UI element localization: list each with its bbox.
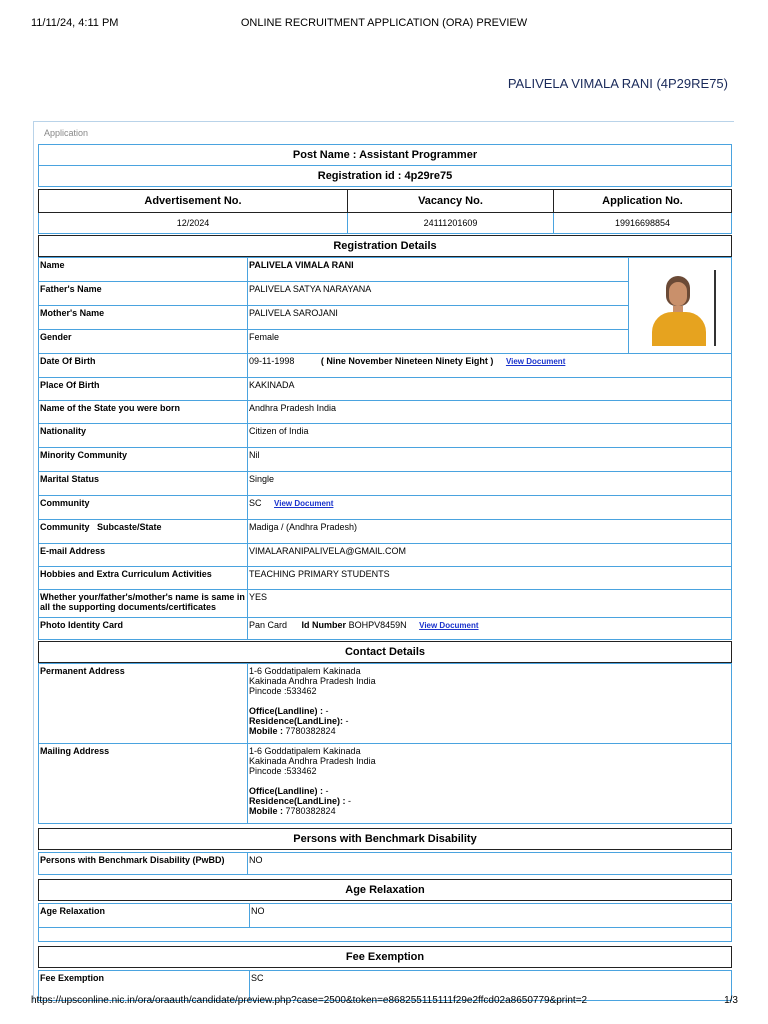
footer-page-number: 1/3 — [724, 995, 738, 1006]
photo-id-number: BOHPV8459N — [348, 620, 407, 630]
permanent-pincode: Pincode :533462 — [249, 686, 317, 696]
registration-details-title: Registration Details — [39, 236, 732, 257]
contact-details-title: Contact Details — [39, 642, 732, 663]
email-label: E-mail Address — [39, 544, 248, 567]
fee-exemption-label: Fee Exemption — [39, 971, 250, 1001]
print-datetime: 11/11/24, 4:11 PM — [31, 17, 119, 29]
pob-label: Place Of Birth — [39, 378, 248, 401]
advertisement-table — [38, 189, 732, 234]
community-label: Community — [39, 496, 248, 520]
permanent-mobile-label: Mobile : — [249, 726, 283, 736]
community-cell — [248, 496, 732, 520]
photo-id-cell — [248, 618, 732, 640]
dob-view-document-link[interactable]: View Document — [505, 357, 566, 366]
same-name-value: YES — [248, 590, 732, 618]
contact-details-table — [38, 663, 732, 824]
minority-value: Nil — [248, 448, 732, 472]
permanent-mobile-value: 7780382824 — [285, 726, 336, 736]
pob-value: KAKINADA — [248, 378, 732, 401]
nationality-label: Nationality — [39, 424, 248, 448]
hobbies-label: Hobbies and Extra Curriculum Activities — [39, 567, 248, 590]
post-table — [38, 144, 732, 187]
mailing-pincode: Pincode :533462 — [249, 766, 317, 776]
photo-id-type: Pan Card — [249, 620, 288, 630]
mailing-office-label: Office(Landline) : — [249, 786, 323, 796]
permanent-address-line1: 1-6 Goddatipalem Kakinada — [249, 666, 361, 676]
mailing-residence-label: Residence(LandLine) : — [249, 796, 346, 806]
application-container — [33, 121, 734, 1002]
footer-url: https://upsconline.nic.in/ora/oraauth/candidate/preview.php?case=2500&token=e868255115111f29e2ffcd02a8650779&print=2 — [31, 995, 588, 1006]
marital-label: Marital Status — [39, 472, 248, 496]
mother-label: Mother's Name — [39, 306, 248, 330]
age-relaxation-label: Age Relaxation — [39, 904, 250, 928]
mailing-address-cell — [248, 744, 732, 824]
age-relaxation-table — [38, 903, 732, 942]
permanent-address-line2: Kakinada Andhra Pradesh India — [249, 676, 376, 686]
pwbd-table — [38, 852, 732, 875]
mailing-mobile-label: Mobile : — [249, 806, 283, 816]
hobbies-value: TEACHING PRIMARY STUDENTS — [248, 567, 732, 590]
registration-title-table — [38, 235, 732, 257]
vacancy-no-value: 24111201609 — [348, 213, 554, 234]
registration-details-table — [38, 257, 732, 640]
permanent-address-cell — [248, 664, 732, 744]
subcaste-value: Madiga / (Andhra Pradesh) — [248, 520, 732, 544]
mailing-residence-value: - — [348, 796, 352, 806]
pwbd-title: Persons with Benchmark Disability — [39, 829, 732, 850]
gender-value: Female — [248, 330, 629, 354]
fee-exemption-title-table — [38, 946, 732, 968]
gender-label: Gender — [39, 330, 248, 354]
candidate-name-header: PALIVELA VIMALA RANI (4P29RE75) — [507, 76, 728, 91]
dob-label: Date Of Birth — [39, 354, 248, 378]
fee-exemption-value: SC — [250, 971, 732, 1001]
marital-value: Single — [248, 472, 732, 496]
photo-id-number-label: Id Number — [301, 620, 347, 630]
pwbd-value: NO — [248, 853, 732, 875]
pwbd-label: Persons with Benchmark Disability (PwBD) — [39, 853, 248, 875]
permanent-residence-value: - — [345, 716, 349, 726]
dob-value: 09-11-1998 — [249, 356, 295, 366]
email-value: VIMALARANIPALIVELA@GMAIL.COM — [248, 544, 732, 567]
fee-exemption-title: Fee Exemption — [39, 947, 732, 968]
father-label: Father's Name — [39, 282, 248, 306]
photo-id-view-document-link[interactable]: View Document — [419, 621, 479, 630]
subcaste-label: Community Subcaste/State — [39, 520, 248, 544]
permanent-office-value: - — [325, 706, 329, 716]
mother-value: PALIVELA SAROJANI — [248, 306, 629, 330]
name-value: PALIVELA VIMALA RANI — [248, 258, 629, 282]
mailing-mobile-value: 7780382824 — [285, 806, 336, 816]
community-view-document-link[interactable]: View Document — [274, 499, 334, 508]
application-no-value: 19916698854 — [554, 213, 732, 234]
mailing-office-value: - — [325, 786, 329, 796]
nationality-value: Citizen of India — [248, 424, 732, 448]
application-label: Application — [44, 128, 89, 138]
community-value: SC — [249, 498, 262, 508]
permanent-address-label: Permanent Address — [39, 664, 248, 744]
contact-title-table — [38, 641, 732, 663]
adv-no-value: 12/2024 — [39, 213, 348, 234]
father-value: PALIVELA SATYA NARAYANA — [248, 282, 629, 306]
same-name-label: Whether your/father's/mother's name is same in all the supporting documents/certificates — [39, 590, 248, 618]
dob-cell — [248, 354, 732, 378]
birth-state-label: Name of the State you were born — [39, 401, 248, 424]
application-no-header: Application No. — [554, 190, 732, 213]
mailing-address-label: Mailing Address — [39, 744, 248, 824]
mailing-address-line2: Kakinada Andhra Pradesh India — [249, 756, 376, 766]
dob-words: ( Nine November Nineteen Ninety Eight ) — [320, 356, 494, 366]
permanent-office-label: Office(Landline) : — [249, 706, 323, 716]
pwbd-title-table — [38, 828, 732, 850]
age-relaxation-title: Age Relaxation — [39, 880, 732, 901]
vacancy-no-header: Vacancy No. — [348, 190, 554, 213]
adv-no-header: Advertisement No. — [39, 190, 348, 213]
candidate-photo — [644, 270, 716, 346]
registration-id: Registration id : 4p29re75 — [39, 166, 732, 187]
name-label: Name — [39, 258, 248, 282]
minority-label: Minority Community — [39, 448, 248, 472]
mailing-address-line1: 1-6 Goddatipalem Kakinada — [249, 746, 361, 756]
photo-id-label: Photo Identity Card — [39, 618, 248, 640]
candidate-photo-cell — [629, 258, 732, 354]
age-relaxation-value: NO — [250, 904, 732, 928]
age-relaxation-title-table — [38, 879, 732, 901]
age-relaxation-empty-row — [39, 928, 732, 942]
post-name: Post Name : Assistant Programmer — [39, 145, 732, 166]
birth-state-value: Andhra Pradesh India — [248, 401, 732, 424]
page-title: ONLINE RECRUITMENT APPLICATION (ORA) PREVIEW — [240, 17, 528, 29]
permanent-residence-label: Residence(LandLine): — [249, 716, 344, 726]
